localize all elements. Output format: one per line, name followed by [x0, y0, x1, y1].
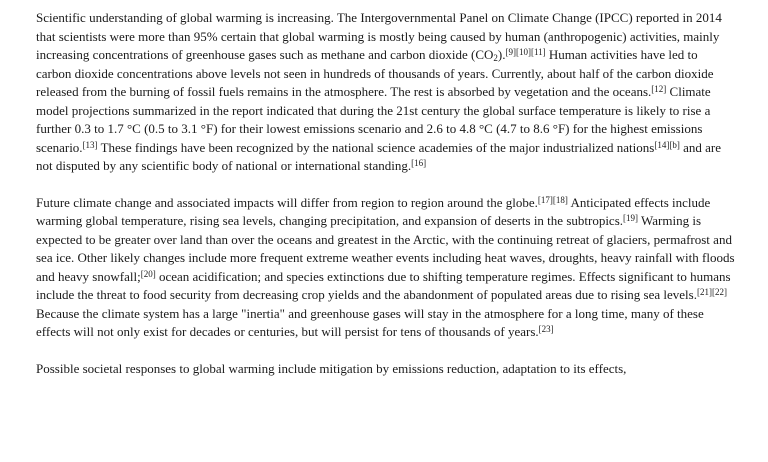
- citation-link[interactable]: [9][10][11]: [505, 47, 546, 57]
- text-run: Scientific understanding of global warming is increasing. The Intergovernmental Panel on Climate Change (IPCC) reported in 2014 that scientists were more than 95% certain that global warming is mostly being caused by human (anthropogenic) activities, mainly increasing concentrations of greenhouse gases such as methane and carbon dioxide (CO: [36, 10, 722, 62]
- text-run: and are not disputed by any scientific body of national or international standing.: [36, 139, 721, 173]
- citation-link[interactable]: [21][22]: [696, 287, 727, 297]
- subscript: 2: [493, 53, 498, 63]
- text-run: ).: [497, 47, 506, 62]
- citation-link[interactable]: [17][18]: [537, 194, 568, 205]
- text-run: Climate model projections summarized in the report indicated that during the 21st century the global surface temperature is likely to rise a further 0.3 to 1.7 °C (0.5 to 3.1 °F) for their lowest emissions scenario and 2.6 to 4.8 °C (4.7 to 8.6 °F) for the highest emissions scenario.: [36, 84, 711, 155]
- citation-link[interactable]: [16]: [411, 158, 427, 168]
- paragraph-2: [36, 194, 736, 342]
- text-run: ocean acidification; and species extinctions due to shifting temperature regimes. Effects significant to humans include the threat to food security from decreasing crop yields and the abandonment of populated areas due to rising sea levels.: [36, 268, 731, 302]
- citation-link[interactable]: [13]: [82, 139, 98, 150]
- citation-link[interactable]: [20]: [140, 268, 156, 279]
- citation-link[interactable]: [19]: [623, 213, 639, 223]
- citation-link[interactable]: [12]: [651, 84, 667, 94]
- text-run: Future climate change and associated impacts will differ from region to region around the globe.: [36, 194, 538, 210]
- text-run: These findings have been recognized by the national science academies of the major industrialized nations: [97, 139, 655, 155]
- paragraph-3: [36, 360, 736, 379]
- paragraph-1: [36, 9, 736, 176]
- text-run: Possible societal responses to global warming include mitigation by emissions reduction, adaptation to its effects,: [36, 360, 627, 376]
- text-run: Anticipated effects include warming global temperature, rising sea levels, changing precipitation, and expansion of deserts in the subtropics.: [36, 194, 711, 228]
- text-run: Warming is expected to be greater over land than over the oceans and greatest in the Arctic, with the continuing retreat of glaciers, permafrost and sea ice. Other likely changes include more frequent extreme weather events including heat waves, droughts, heavy rainfall with floods and heavy snowfall;: [36, 213, 735, 284]
- text-run: Human activities have led to carbon dioxide concentrations above levels not seen in hundreds of thousands of years. Currently, about half of the carbon dioxide released from the burning of fossil fuels remains in the atmosphere. The rest is absorbed by vegetation and the oceans.: [36, 47, 714, 99]
- article-body: [36, 9, 736, 396]
- citation-link[interactable]: [23]: [538, 324, 554, 334]
- citation-link[interactable]: [14][b]: [654, 139, 680, 150]
- text-run: Because the climate system has a large "inertia" and greenhouse gases will stay in the atmosphere for a long time, many of these effects will not only exist for decades or centuries, but will persist for tens of thousands of years.: [36, 305, 704, 339]
